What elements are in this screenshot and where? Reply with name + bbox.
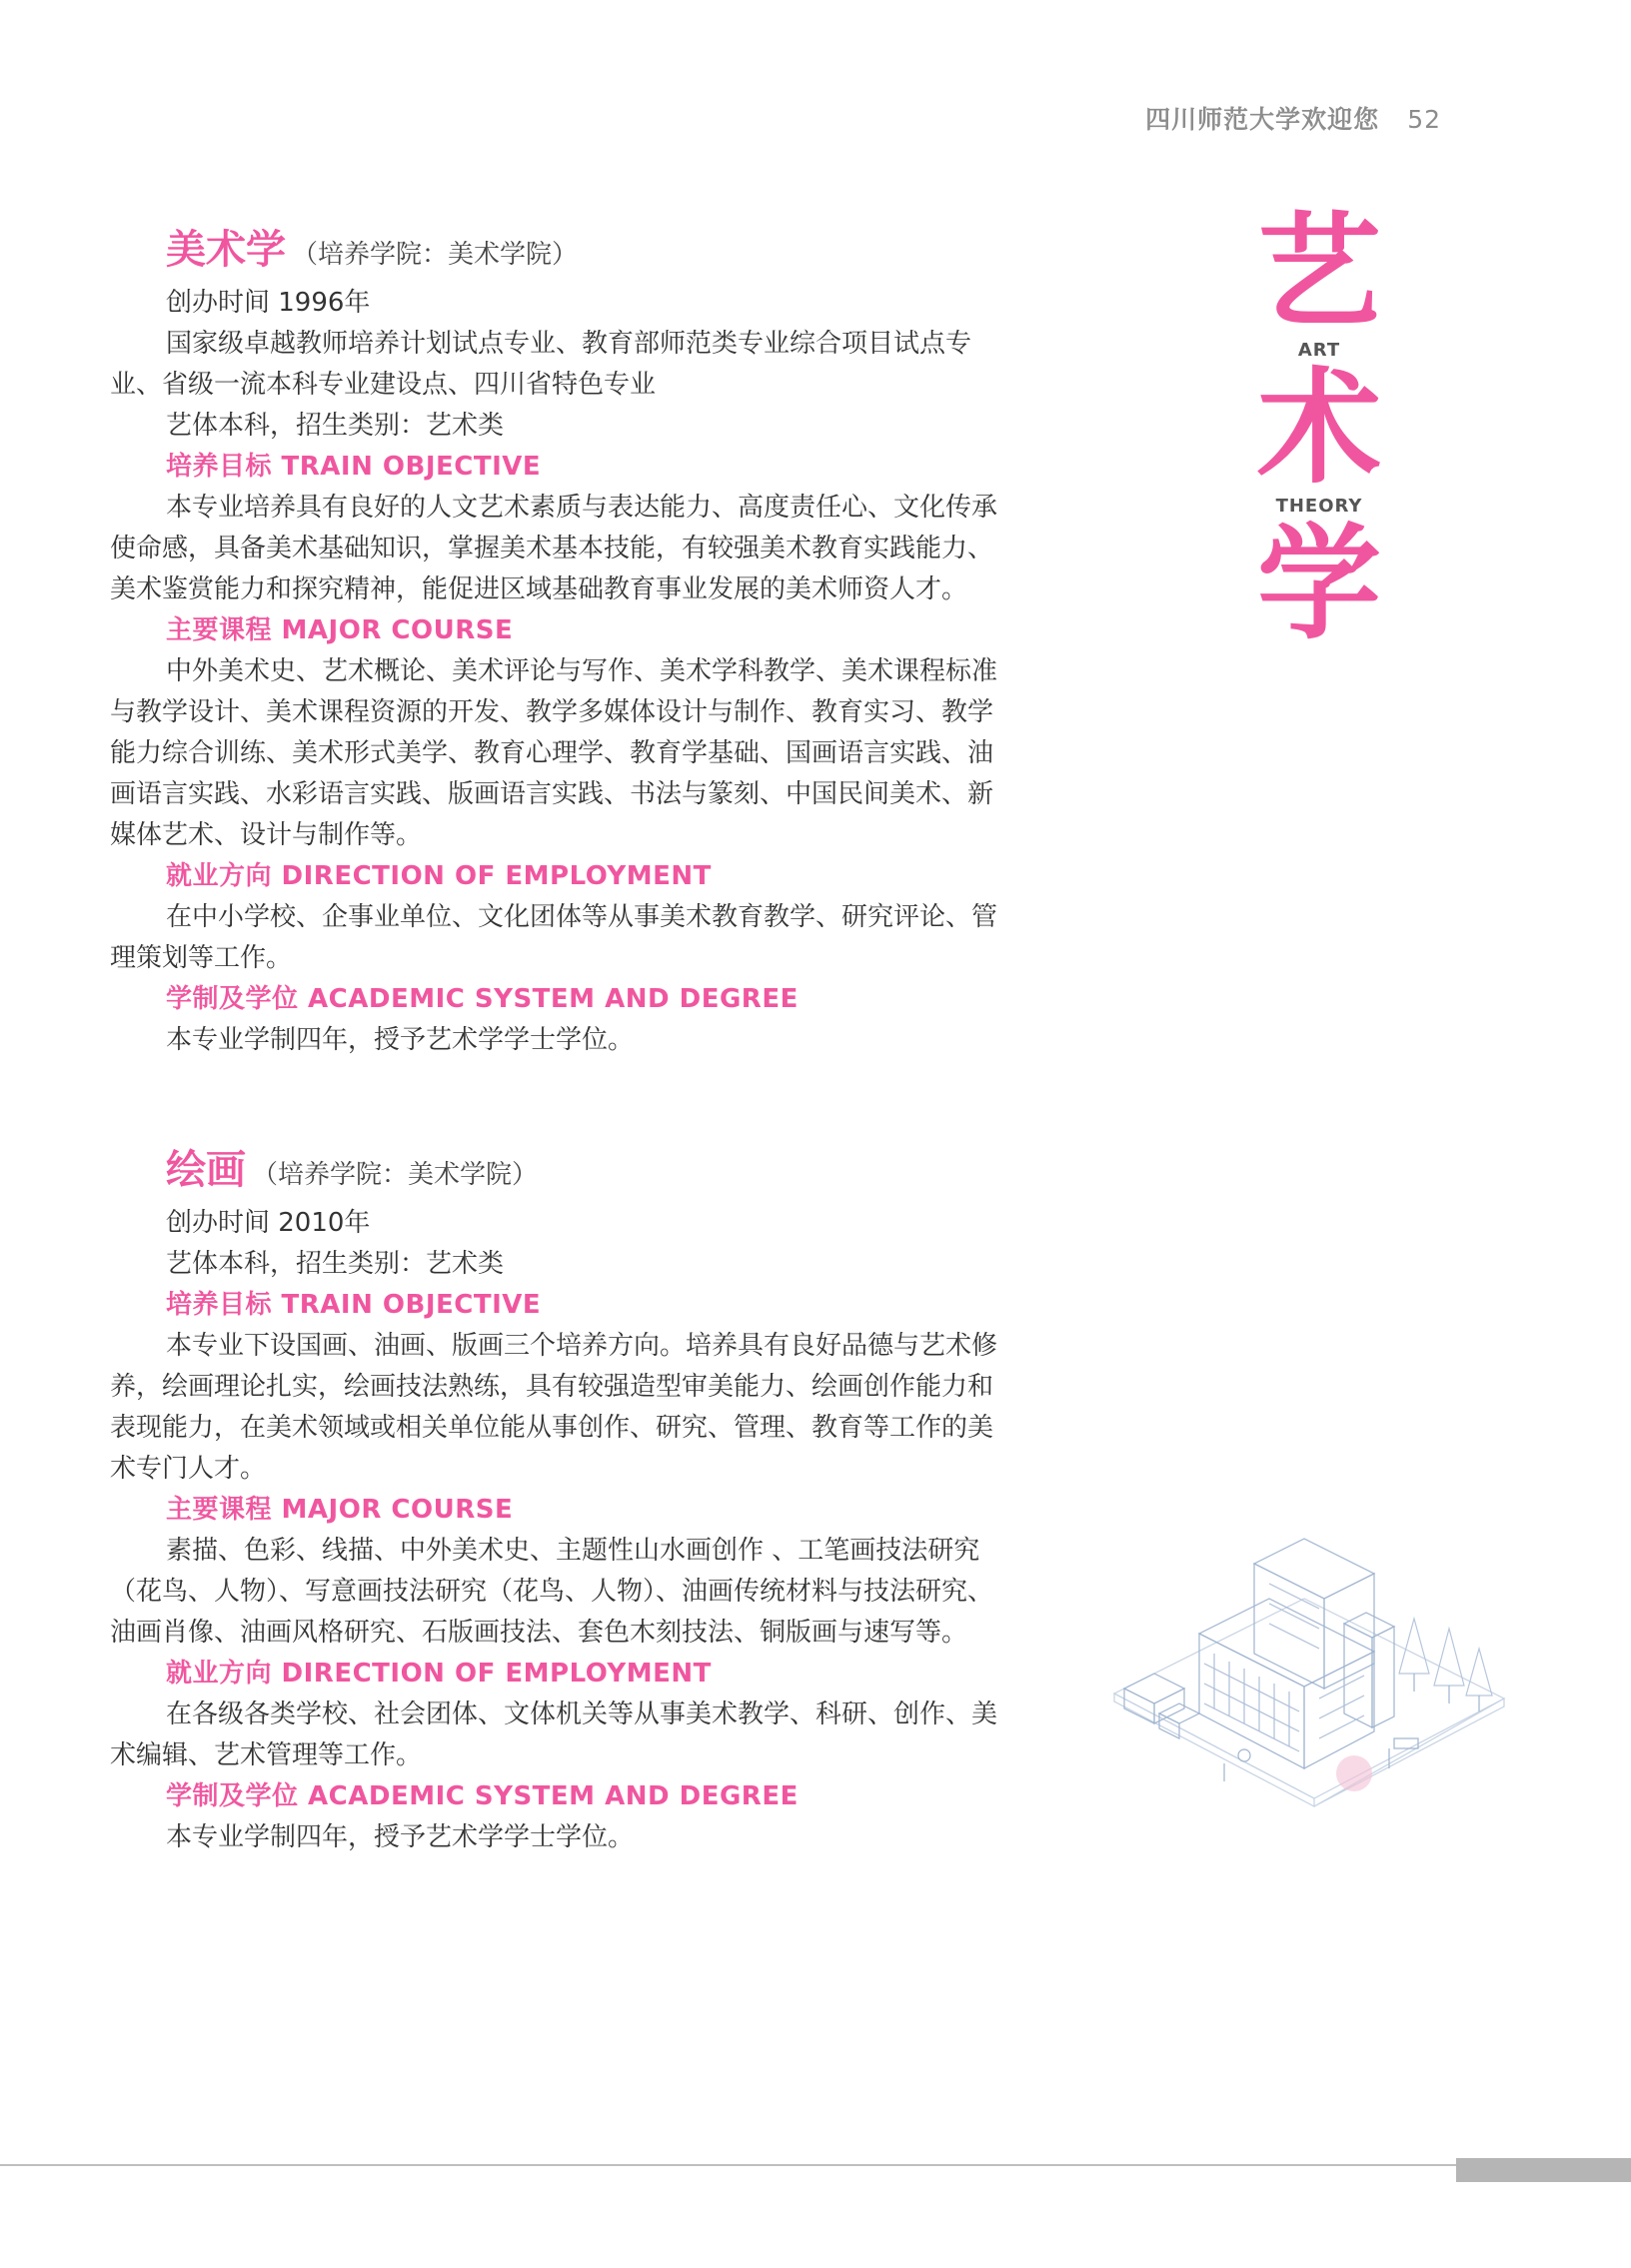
employment-heading: 就业方向 DIRECTION OF EMPLOYMENT <box>166 861 712 891</box>
major-title <box>110 222 1007 283</box>
objective-heading: 培养目标 TRAIN OBJECTIVE <box>166 1290 542 1320</box>
side-title <box>1239 201 1399 656</box>
category-text: 艺体本科，招生类别：艺术类 <box>166 1249 505 1279</box>
course-text: 素描、色彩、线描、中外美术史、主题性山水画创作 、工笔画技法研究（花鸟、人物）、写意画技法研究（花鸟、人物）、油画传统材料与技法研究、油画肖像、油画风格研究、石版画技法、套色木刻技法、铜版画与速写等。 <box>110 1536 994 1648</box>
side-title-en: THEORY <box>1275 496 1363 517</box>
degree-text: 本专业学制四年，授予艺术学学士学位。 <box>166 1025 635 1055</box>
major-section-painting <box>110 1142 1007 1858</box>
degree-heading: 学制及学位 ACADEMIC SYSTEM AND DEGREE <box>166 984 799 1014</box>
page-number: 52 <box>1407 105 1441 134</box>
employment-text: 在各级各类学校、社会团体、文体机关等从事美术教学、科研、创作、美术编辑、艺术管理等工作。 <box>110 1700 998 1770</box>
major-name: 美术学 <box>166 227 286 273</box>
side-title-char: 学 <box>1256 513 1381 656</box>
employment-text: 在中小学校、企事业单位、文化团体等从事美术教育教学、研究评论、管理策划等工作。 <box>110 902 998 973</box>
page-header <box>1145 100 1441 136</box>
major-section-fine-arts <box>110 222 1007 1061</box>
course-heading: 主要课程 MAJOR COURSE <box>166 1495 514 1525</box>
major-title <box>110 1142 1007 1203</box>
major-college: （培养学院：美术学院） <box>252 1160 539 1190</box>
objective-text: 本专业培养具有良好的人文艺术素质与表达能力、高度责任心、文化传承使命感，具备美术基础知识，掌握美术基本技能，有较强美术教育实践能力、美术鉴赏能力和探究精神，能促进区域基础教育事业发展的美术师资人才。 <box>110 493 998 604</box>
objective-heading: 培养目标 TRAIN OBJECTIVE <box>166 452 542 482</box>
degree-heading: 学制及学位 ACADEMIC SYSTEM AND DEGREE <box>166 1781 799 1811</box>
objective-text: 本专业下设国画、油画、版画三个培养方向。培养具有良好品德与艺术修养，绘画理论扎实，绘画技法熟练，具有较强造型审美能力、绘画创作能力和表现能力，在美术领域或相关单位能从事创作、研究、管理、教育等工作的美术专门人才。 <box>110 1331 998 1484</box>
header-title: 四川师范大学欢迎您 <box>1145 105 1380 134</box>
course-heading: 主要课程 MAJOR COURSE <box>166 615 514 645</box>
founded-text: 创办时间 2010年 <box>166 1208 371 1238</box>
degree-text: 本专业学制四年，授予艺术学学士学位。 <box>166 1822 635 1852</box>
campus-building-illustration <box>1104 1524 1514 1823</box>
founded-text: 创办时间 1996年 <box>166 288 371 318</box>
side-title-char: 艺 <box>1256 201 1381 345</box>
footer-rule <box>0 2164 1456 2166</box>
footer-bar <box>1456 2158 1631 2182</box>
major-college: （培养学院：美术学院） <box>292 240 579 270</box>
course-text: 中外美术史、艺术概论、美术评论与写作、美术学科教学、美术课程标准与教学设计、美术课程资源的开发、教学多媒体设计与制作、教育实习、教学能力综合训练、美术形式美学、教育心理学、教育学基础、国画语言实践、油画语言实践、水彩语言实践、版画语言实践、书法与篆刻、中国民间美术、新媒体艺术、设计与制作等。 <box>110 656 998 850</box>
category-text: 艺体本科，招生类别：艺术类 <box>166 411 505 441</box>
side-title-en: ART <box>1297 340 1341 361</box>
honors-text: 国家级卓越教师培养计划试点专业、教育部师范类专业综合项目试点专业、省级一流本科专业建设点、四川省特色专业 <box>110 329 972 400</box>
employment-heading: 就业方向 DIRECTION OF EMPLOYMENT <box>166 1659 712 1689</box>
major-name: 绘画 <box>166 1147 246 1193</box>
side-title-char: 术 <box>1256 357 1381 501</box>
